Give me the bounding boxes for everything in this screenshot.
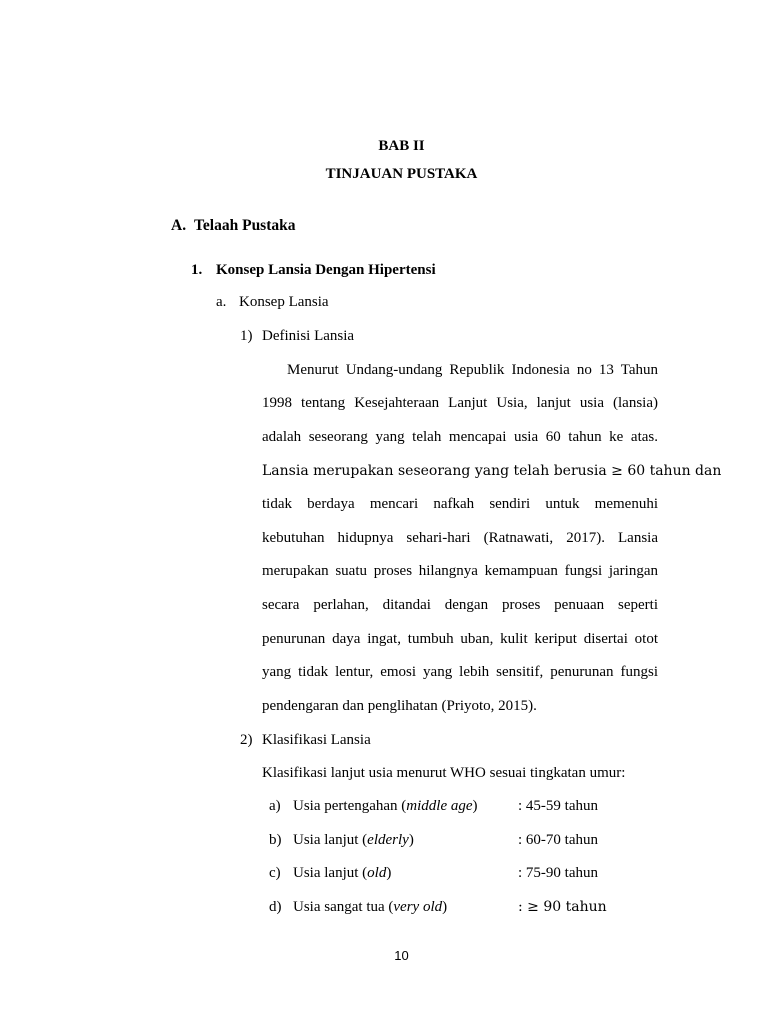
classification-label: Usia sangat tua (very old) (293, 899, 448, 915)
classification-marker: d) (269, 899, 282, 915)
point-a-title: Konsep Lansia (239, 294, 329, 310)
item-1-marker: 1) (240, 328, 253, 344)
chapter-title: TINJAUAN PUSTAKA (325, 166, 478, 182)
classification-marker: b) (269, 832, 282, 848)
page-number: 10 (394, 948, 409, 963)
paragraph-line: pendengaran dan penglihatan (Priyoto, 2015). (262, 698, 537, 714)
paragraph-line: penurunan daya ingat, tumbuh uban, kulit keriput disertai otot (262, 631, 658, 647)
point-a-marker: a. (216, 294, 227, 310)
paragraph-line: Menurut Undang-undang Republik Indonesia no 13 Tahun (287, 362, 658, 378)
chapter-label: BAB II (378, 138, 425, 154)
section-a-marker: A. (171, 217, 187, 234)
classification-range: : 75-90 tahun (518, 865, 598, 881)
classification-label: Usia pertengahan (middle age) (293, 798, 478, 814)
classification-label: Usia lanjut (old) (293, 865, 392, 881)
paragraph-line: kebutuhan hidupnya sehari-hari (Ratnawati, 2017). Lansia (262, 530, 658, 546)
classification-range: : 45-59 tahun (518, 798, 598, 814)
classification-term: elderly (367, 832, 409, 848)
classification-term: very old (393, 899, 443, 915)
paragraph-line: yang tidak lentur, emosi yang lebih sensitif, penurunan fungsi (262, 664, 658, 680)
classification-label: Usia lanjut (elderly) (293, 832, 414, 848)
paragraph-line: tidak berdaya mencari nafkah sendiri untuk memenuhi (262, 496, 658, 512)
item-2-marker: 2) (240, 732, 253, 748)
classification-term: middle age (406, 798, 473, 814)
subsection-1-title: Konsep Lansia Dengan Hipertensi (216, 262, 436, 278)
classification-range: : 60-70 tahun (518, 832, 598, 848)
paragraph-line: adalah seseorang yang telah mencapai usia 60 tahun ke atas. (262, 429, 658, 445)
paragraph-line: Lansia merupakan seseorang yang telah berusia ≥ 60 tahun dan (262, 463, 722, 479)
classification-range: : ≥ 90 tahun (518, 899, 607, 915)
classification-term: old (367, 865, 387, 881)
subsection-1-marker: 1. (191, 262, 203, 278)
paragraph-line: merupakan suatu proses hilangnya kemampuan fungsi jaringan (262, 563, 658, 579)
classification-intro: Klasifikasi lanjut usia menurut WHO sesuai tingkatan umur: (262, 765, 626, 781)
section-a-title: Telaah Pustaka (194, 217, 296, 234)
item-1-title: Definisi Lansia (262, 328, 355, 344)
classification-marker: a) (269, 798, 281, 814)
classification-marker: c) (269, 865, 281, 881)
paragraph-line: 1998 tentang Kesejahteraan Lanjut Usia, lanjut usia (lansia) (262, 395, 658, 411)
item-2-title: Klasifikasi Lansia (262, 732, 371, 748)
paragraph-line: secara perlahan, ditandai dengan proses penuaan seperti (262, 597, 658, 613)
